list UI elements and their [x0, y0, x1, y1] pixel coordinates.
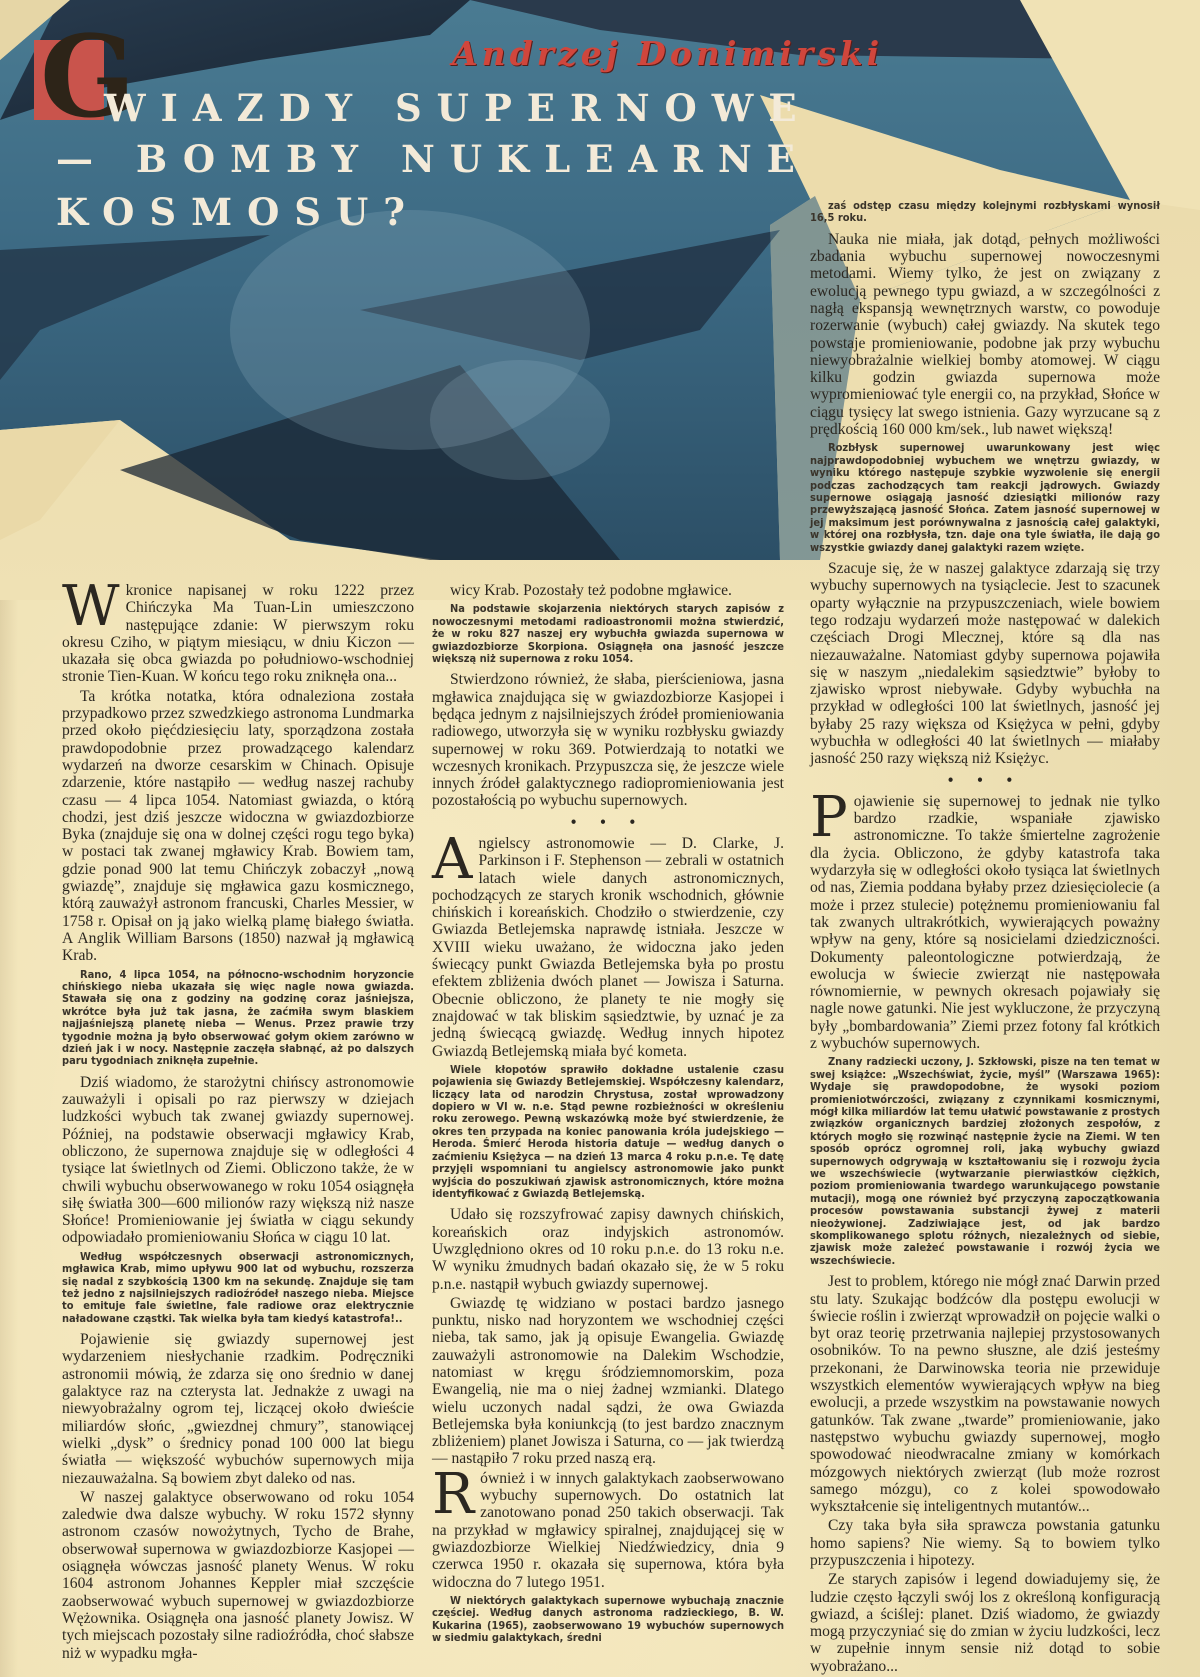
paragraph: Szacuje się, że w naszej galaktyce zdarzają się trzy wybuchy supernowych na tysiąclecie. Jest to szacunek oparty wyłącznie na przypuszczeniach, wiele bowiem tego rodzaju wydarzeń może następować w dalekich częściach Drogi Mlecznej, które są dla nas niezauważalne. Natomiast gdyby supernowa pojawiła się w naszym „niedalekim sąsiedztwie” byłoby to zjawisko wprost niebywałe. Gdyby wybuchła na przykład w odległości 100 lat świetlnych, jasność jej byłaby 25 razy większa od Księżyca w pełni, gdyby wybuchła w odległości 40 lat świetlnych — miałaby jasność 250 razy większą niż Księżyc. — [810, 560, 1160, 768]
side-note: Rozbłysk supernowej uwarunkowany jest więc najprawdopodobniej wybuchem we wnętrzu gwiazdy, w wyniku którego następuje szybkie wyzwolenie się energii podczas zachodzących tam reakcji jądrowych. Gwiazdy supernowe osiągają jasność dziesiątki milionów razy przewyższającą jasność Słońca. Zatem jasność supernowej w jej maksimum jest porównywalna z jasnością całej galaktyki, w której ona rozbłysła, tzn. daje ona tyle światła, ile dają go wszystkie gwiazdy danej galaktyki razem wzięte. — [810, 441, 1160, 554]
paragraph-with-dropcap — [432, 1461, 784, 1591]
paragraph: Stwierdzono również, że słaba, pierścieniowa, jasna mgławica znajdująca się w gwiazdozbiorze Kasjopei i będąca jednym z najsilniejszych źródeł promieniowania radiowego, utworzyła się w wyniku rozbłysku gwiazdy supernowej w roku 369. Potwierdzają to notatki we wczesnych kronikach. Przypuszcza się, że jeszcze wiele innych źródeł galaktycznego radiopromieniowania jest pozostałością po wybuchu supernowych. — [432, 671, 784, 810]
section-separator: • • • — [947, 771, 1023, 789]
paragraph-text: ównież i w innych galaktykach zaobserwowano wybuchy supernowych. Do ostatnich lat zanotowano ponad 250 takich obserwacji. Tak na przykład w mgławicy spiralnej, znajdującej się w gwiazdozbiorze Wielkiej Niedźwiedzicy, dnia 9 czerwca 1950 r. okazała się supernowa, która była widoczna do 7 lutego 1951. — [432, 1469, 784, 1591]
section-separator: • • • — [570, 813, 646, 831]
paragraph-dropcap: P — [810, 784, 848, 850]
paragraph: Nauka nie miała, jak dotąd, pełnych możliwości zbadania wybuchu supernowej nowoczesnymi metodami. Wiemy tylko, że jest on związany z ewolucją pewnego typu gwiazd, a w szczególności z nagłą ekspansją wewnętrznych warstw, co powoduje rozerwanie (wybuch) całej gwiazdy. Na skutek tego powstaje promieniowanie, podobne jak przy wybuchu niewyobrażalnie wielkiej bomby atomowej. W ciągu kilku godzin gwiazda supernowa może wypromieniować tyle energii co, na przykład, Słońce w ciągu tysięcy lat swego istnienia. Gazy wyrzucane są z prędkością 160 000 km/sek., lub nawet większą! — [810, 230, 1160, 439]
side-note: zaś odstęp czasu między kolejnymi rozbłyskami wynosił 16,5 roku. — [810, 199, 1160, 225]
article-column-1 — [62, 574, 414, 1664]
side-note: W niektórych galaktykach supernowe wybuchają znacznie częściej. Według danych astronoma radzieckiego, B. W. Kukarina (1965), zaobserwowano 19 wybuchów supernowych w siedmiu galaktykach, średni — [432, 1593, 784, 1645]
paragraph-with-dropcap — [432, 827, 784, 1060]
paragraph: Czy taka była siła sprawcza powstania gatunku homo sapiens? Nie wiemy. Są to bowiem tylko przypuszczenia i hipotezy. — [810, 1517, 1160, 1569]
author-name: Andrzej Donimirski — [452, 34, 884, 73]
paragraph-with-dropcap — [810, 784, 1160, 1053]
paragraph: Udało się rozszyfrować zapisy dawnych chińskich, koreańskich oraz indyjskich astronomów. Uwzględniono okres od 10 roku p.n.e. do 13 roku n.e. W wyniku żmudnych badań okazało się, że w 5 roku p.n.e. nastąpił wybuch gwiazdy supernowej. — [432, 1206, 784, 1293]
paragraph-dropcap: W — [62, 574, 120, 639]
article-column-3 — [810, 196, 1160, 1677]
title-dropcap: G — [40, 12, 136, 143]
paragraph: Ta krótka notatka, która odnaleziona została przypadkowo przez szwedzkiego astronoma Lundmarka przed około pięćdziesięciu laty, sporządzona została prawdopodobnie przez prowadzącego kalendarz wydarzeń na dworze cesarskim w Chinach. Opisuje zdarzenie, które nastąpiło — według naszej rachuby czasu — 4 lipca 1054. Natomiast gwiazda, o którą chodzi, jest dziś jeszcze widoczna w gwiazdozbiorze Byka (znajduje się ona w dolnej części rogu tego byka) w postaci tak zwanej mgławicy Krab. Bowiem tam, gdzie ponad 900 lat temu Chińczyk zobaczył „nową gwiazdę”, znajduje się mgławica gazu kosmicznego, którą zauważył astronom francuski, Charles Messier, w 1758 r. Opisał on ją jako wielką plamę białego światła. A Anglik William Barsons (1850) nazwał ją mgławicą Krab. — [62, 687, 414, 965]
paragraph: Gwiazdę tę widziano w postaci bardzo jasnego punktu, nisko nad horyzontem we wschodniej części nieba, tak samo, jak ją opisuje Ewangelia. Gwiazdę zauważyli astronomowie na Dalekim Wschodzie, natomiast w kręgu śródziemnomorskim, poza Ewangelią, nie ma o niej żadnej wzmianki. Dlatego wielu uczonych nadal sądzi, że owa Gwiazda Betlejemska była koniunkcją (to jest bardzo znacznym zbliżeniem) planet Jowisza i Saturna, co — jak twierdzą — nastąpiło 7 roku przed naszą erą. — [432, 1294, 784, 1468]
title-line-1: WIAZDY SUPERNOWE — [104, 86, 812, 130]
star-glow-small — [430, 360, 610, 480]
title-line-3: KOSMOSU? — [56, 190, 420, 234]
title-line-2: — BOMBY NUKLEARNE — [56, 137, 810, 181]
paragraph-with-dropcap — [62, 574, 414, 686]
paragraph-text: kronice napisanej w roku 1222 przez Chińczyka Ma Tuan-Lin umieszczono następujące zdanie: W pierwszym roku okresu Cziho, w piątym miesiącu, w dniu Kiczon — ukazała się obca gwiazda po południowo-wschodniej stronie Tien-Kuan. W końcu tego roku zniknęła ona... — [62, 582, 414, 686]
side-note: Wiele kłopotów sprawiło dokładne ustalenie czasu pojawienia się Gwiazdy Betlejemskiej. Współczesny kalendarz, liczący lata od narodzin Chrystusa, został wprowadzony dopiero w VI w. n.e. Stąd pewne rozbieżności w określeniu roku zerowego. Pewną wskazówką może być stwierdzenie, że okres ten przypada na koniec panowania króla judejskiego — Heroda. Śmierć Heroda historia datuje — według danych o zaćmieniu Księżyca — na dzień 13 marca 4 roku p.n.e. Tę datę przyjęli wspomniani tu angielscy astronomowie jako punkt wyjścia do poszukiwań zjawisk astronomicznych, które można identyfikować z Gwiazdą Betlejemską. — [432, 1062, 784, 1200]
paragraph-text: ojawienie się supernowej to jednak nie tylko bardzo rzadkie, wspaniałe zjawisko astronomiczne. To także śmiertelne zagrożenie dla życia. Obliczono, że gdyby katastrofa taka wydarzyła się w odległości około tysiąca lat świetlnych od nas, Ziemia poddana byłaby przez dziesięciolecie (a może i przez stulecie) potężnemu promieniowaniu fal tak zwanych ultrakrótkich, wywierających poważny wpływ na geny, które są nosicielami dziedziczności. Dokumenty paleontologiczne potwierdzają, że ewolucja w świecie zwierząt nie następowała równomiernie, w pewnych okresach pojawiały się nagle nowe gatunki. Nie jest wykluczone, że przyczyną były „bombardowania” Ziemi przez fotony fal krótkich z wybuchów supernowych. — [810, 792, 1160, 1053]
side-note: Według współczesnych obserwacji astronomicznych, mgławica Krab, mimo upływu 900 lat od wybuchu, rozszerza się nadal z szybkością 1300 km na sekundę. Znajduje się tam też jedno z najsilniejszych radioźródeł naszego nieba. Miejsce to emituje fale świetlne, fale radiowe oraz elektrycznie naładowane cząstki. Tak wielka była tam kiedyś katastrofa!.. — [62, 1249, 414, 1325]
paragraph: Jest to problem, którego nie mógł znać Darwin przed stu laty. Szukając bodźców dla postępu ewolucji w świecie roślin i zwierząt wprowadził on pojęcie walki o byt oraz teorię przetrwania najlepiej przystosowanych osobników. To na pewno słuszne, ale dziś jesteśmy przekonani, że Darwinowska teoria nie przewiduje wszystkich elementów wywierających wpływ na bieg ewolucji, a przede wszystkim na powstawanie nowych gatunków. Tak zwane „twarde” promieniowanie, jako następstwo wybuchu gwiazdy supernowej, mogło spowodować nieodwracalne zmiany w komórkach mózgowych niektórych zwierząt (lub może rozrost samego mózgu), co z kolei spowodowało wykształcenie się inteligentnych mutantów... — [810, 1273, 1160, 1516]
side-note: Rano, 4 lipca 1054, na północno-wschodnim horyzoncie chińskiego nieba ukazała się więc nagle nowa gwiazda. Stawała się ona z godziny na godzinę coraz jaśniejsza, wkrótce była już tak jasna, że zaćmiła swym blaskiem najjaśniejszą planetę nieba — Wenus. Przez prawie trzy tygodnie można ją było obserwować gołym okiem zarówno w dzień jak i w nocy. Następnie zaczęła słabnąć, aż po dalszych paru tygodniach zniknęła zupełnie. — [62, 967, 414, 1068]
paragraph-text: ngielscy astronomowie — D. Clarke, J. Parkinson i F. Stephenson — zebrali w ostatnich latach wiele danych astronomicznych, pochodzących ze starych kronik wschodnich, głównie chińskich i koreańskich. Chodziło o stwierdzenie, czy Gwiazda Betlejemska naprawdę istniała. Jeszcze w XVIII wieku uważano, że widoczna jako jeden świecący punkt Gwiazda Betlejemska była po prostu efektem zbliżenia dwóch planet — Jowisza i Saturna. Obecnie obliczono, że planety te nie mogły się znajdować w tak bliskim sąsiedztwie, by uznać je za jedną świecącą gwiazdę. Według innych hipotez Gwiazdą Betlejemską miała być kometa. — [432, 835, 784, 1060]
paragraph: Ze starych zapisów i legend dowiadujemy się, że ludzie często łączyli swój los z określoną konfiguracją gwiazd, a ściślej: planet. Dziś wiadomo, że gwiazdy mogą przyczyniać się do zmian w życiu ludzkości, lecz w zupełnie innym sensie niż dotąd to sobie wyobrażano... — [810, 1571, 1160, 1675]
paragraph: Dziś wiadomo, że starożytni chińscy astronomowie zauważyli i opisali po raz pierwszy w dziejach ludzkości wybuch tak zwanej gwiazdy supernowej. Później, na podstawie obserwacji mgławicy Krab, obliczono, że supernowa znajduje się w odległości 4 tysiące lat świetlnych od Ziemi. Obliczono także, że w chwili wybuchu obserwowanego w roku 1054 osiągnęła siłę światła 300—600 milionów razy większą niż nasze Słońce! Promieniowanie jej światła w ciągu sekundy odpowiadało promieniowaniu Słońca w ciągu 10 lat. — [62, 1073, 414, 1247]
side-note: Znany radziecki uczony, J. Szkłowski, pisze na ten temat w swej książce: „Wszechświat, życie, myśl” (Warszawa 1965): Wydaje się prawdopodobne, że wysoki poziom promieniotwórczości, związany z czynnikami kosmicznymi, mógł kilka miliardów lat temu ułatwić powstawanie z prostych związków organicznych bardziej złożonych zespołów, z których mogło się rozwinąć następnie życie na Ziemi. W ten sposób oprócz ogromnej roli, jaką wybuchy gwiazd supernowych odgrywają w kształtowaniu się i rozwoju życia we wszechświecie (wytwarzanie pierwiastków ciężkich, poziom promieniowania twardego warunkującego powstanie mutacji), mogą one również być przyczyną zapoczątkowania procesów powstawania substancji żywej z materii nieożywionej. Zadziwiające jest, od jak bardzo skomplikowanego splotu różnych, niezależnych od siebie, zjawisk może zależeć powstawanie i rozwój życia we wszechświecie. — [810, 1055, 1160, 1267]
paragraph-dropcap: A — [432, 827, 473, 892]
paragraph-dropcap: R — [432, 1461, 475, 1527]
side-note: Na podstawie skojarzenia niektórych starych zapisów z nowoczesnymi metodami radioastronomii można stwierdzić, że w roku 827 naszej ery wybuchła gwiazda supernowa w gwiazdozbiorze Skorpiona. Osiągnęła ona jasność jeszcze większą niż supernowa z roku 1054. — [432, 602, 784, 665]
paragraph: Pojawienie się gwiazdy supernowej jest wydarzeniem niesłychanie rzadkim. Podręczniki astronomii mówią, że zdarza się ono średnio w danej galaktyce raz na czterysta lat. Jednakże z uwagi na niewyobrażalny ogrom tej, liczącej około dwieście miliardów słońc, „gwiezdnej chmury”, stanowiącej wielki „dysk” o średnicy ponad 100 000 lat biegu światła — większość wybuchów supernowych mija niezauważalna. Są bowiem zbyt daleko od nas. — [62, 1331, 414, 1487]
article-column-2 — [432, 582, 784, 1650]
paragraph: wicy Krab. Pozostały też podobne mgławice. — [450, 582, 732, 599]
paragraph: W naszej galaktyce obserwowano od roku 1054 zaledwie dwa dalsze wybuchy. W roku 1572 słynny astronom czasów nowożytnych, Tycho de Brahe, obserwował supernowa w gwiazdozbiorze Kasjopei — osiągnęła wówczas jasność planety Wenus. W roku 1604 astronom Johannes Keppler miał szczęście zaobserwować wybuch supernowej w gwiazdozbiorze Wężownika. Osiągnęła ona jasność planety Jowisz. W tych miejscach pozostały silne radioźródła, choć słabsze niż w wypadku mgła- — [62, 1488, 414, 1662]
